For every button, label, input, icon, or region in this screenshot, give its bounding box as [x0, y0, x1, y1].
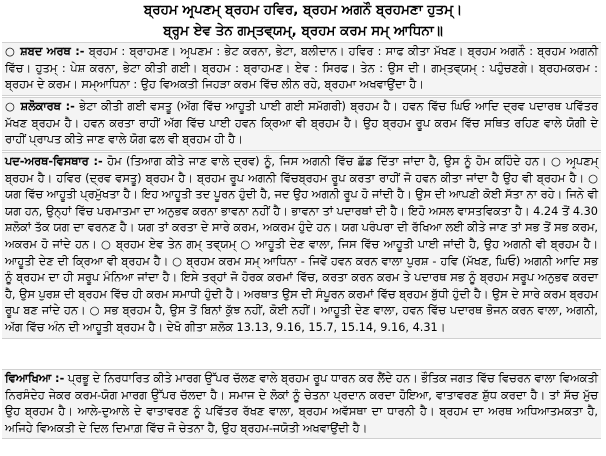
verse-line-2: ਬ੍ਰਹ੍ਮ ਏਵ ਤੇਨ ਗਮ੍ਤਵ੍ਯਮ੍, ਬ੍ਰਹਮ ਕਰਮ ਸਮ੍ ਆਧਿਨਾ॥	[163, 23, 443, 39]
pad-arth-text: ਹੋਮ (ਤਿਆਗ ਕੀਤੇ ਜਾਣ ਵਾਲੇ ਦ੍ਰਵ) ਨੂੰ, ਜਿਸ ਅਗਨੀ ਵਿੱਚ ਛੱਡ ਦਿੱਤਾ ਜਾਂਦਾ ਹੈ, ਉਸ ਨੂੰ ਹੋਮ ਕਹਿੰਦੇ ਹਨ। ○ ਅਰ੍ਪਣਮ੍ ਬ੍ਰਹਮ ਹੈ। ਹਵਿਰ (ਦ੍ਰਵ ਵਸਤੂ) ਬ੍ਰਹਮ ਹੈ। ਬ੍ਰਹਮ ਰੂਪ ਅਗਨੀ ਵਿੱਚਬ੍ਰਹਮ ਰੂਪ ਕਰਤਾ ਰਾਹੀਂ ਜੋ ਹਵਨ ਕੀਤਾ ਜਾਂਦਾ ਹੈ ਉਹ ਵੀ ਬ੍ਰਹਮ ਹੈ। ○ ਯਗ ਵਿੱਚ ਆਹੂਤੀ ਪ੍ਰਮੁੱਖਤਾ ਹੈ। ਇਹ ਆਹੂਤੀ ਤਦ ਪੂਰਨ ਹੁੰਦੀ ਹੈ, ਜਦ ਉਹ ਅਗਨੀ ਰੂਪ ਹੋ ਜਾਂਦੀ ਹੈ। ਉਸ ਦੀ ਆਪਣੀ ਕੋਈ ਸੱਤਾ ਨਾ ਰਹੇ। ਜਿਨੇ ਵੀ ਯਗ ਹਨ, ਉਨ੍ਹਾਂ ਵਿੱਚ ਪਰਮਾਤਮਾ ਦਾ ਅਨੁਭਵ ਕਰਨਾ ਭਾਵਨਾ ਨਹੀਂ ਹੈ। ਭਾਵਨਾ ਤਾਂ ਪਦਾਰਥਾਂ ਦੀ ਹੈ। ਇਹੋ ਅਸਲ ਵਾਸਤਵਿਕਤਾ ਹੈ। 4.24 ਤੋਂ 4.30 ਸ਼ਲੋਕਾਂ ਤੱਕ ਯਗ ਦਾ ਵਰਨਣ ਹੈ। ਯਗ ਤਾਂ ਕਰਤਾ ਦੇ ਸਾਰੇ ਕਰਮ, ਅਕਰਮ ਹੁੰਦੇ ਹਨ। ਯਗ ਪਰੰਪਰਾ ਦੀ ਰੱਖਿਆ ਲਈ ਕੀਤੇ ਜਾਣ ਤਾਂ ਸਭ ਤੋਂ ਸਭ ਕਰਮ, ਅਕਰਮ ਹੋ ਜਾਂਦੇ ਹਨ। ○ ਬ੍ਰਹਮ ਏਵ ਤੇਨ ਗਮ੍ ਤਵ੍ਯਮ੍ ○ ਆਹੂਤੀ ਦੇਣ ਵਾਲਾ, ਜਿਸ ਵਿੱਚ ਆਹੂਤੀ ਪਾਈ ਜਾਂਦੀ ਹੈ, ਉਹ ਅਗਨੀ ਵੀ ਬ੍ਰਹਮ ਹੈ। ਆਹੂਤੀ ਦੇਣ ਦੀ ਕ੍ਰਿਆ ਵੀ ਬ੍ਰਹਮ ਹੈ। ○ ਬ੍ਰਹਮ ਕਰਮ ਸਮ੍ ਆਧਿਨਾ - ਜਿਵੇਂ ਹਵਨ ਕਰਨ ਵਾਲਾ ਪੁਰਸ਼ - ਹਵਿ (ਮੱਖਣ, ਘਿਓ) ਅਗਨੀ ਆਦਿ ਸਭ ਨੂੰ ਬ੍ਰਹਮ ਦਾ ਹੀ ਸਰੂਪ ਮੰਨਿਆ ਜਾਂਦਾ ਹੈ। ਇਸੇ ਤਰ੍ਹਾਂ ਜੋ ਹੋਰਕ ਕਰਮਾਂ ਵਿੱਚ, ਕਰਤਾ ਕਰਨ ਕਰਮ ਤੇ ਪਦਾਰਥ ਸਭ ਨੂੰ ਬ੍ਰਹਮ ਸਰੂਪ ਅਨੁਭਵ ਕਰਦਾ ਹੈ, ਉਸ ਪੁਰਸ਼ ਦੀ ਬ੍ਰਹਮ ਵਿੱਚ ਹੀ ਕਰਮ ਸਮਾਧੀ ਹੁੰਦੀ ਹੈ। ਅਰਥਾਤ ਉਸ ਦੀ ਸੰਪੂਰਨ ਕਰਮਾਂ ਵਿੱਚ ਬ੍ਰਹਮ ਬੁੱਧੀ ਹੁੰਦੀ ਹੈ। ਉਸ ਦੇ ਸਾਰੇ ਕਰਮ ਬ੍ਰਹਮ ਰੂਪ ਬਣ ਜਾਂਦੇ ਹਨ। ○ ਸਭ ਬ੍ਰਹਮ ਹੈ, ਉਸ ਤੋਂ ਬਿਨਾਂ ਕੁੱਝ ਨਹੀਂ, ਕੋਈ ਨਹੀਂ। ਆਹੂਤੀ ਦੇਣ ਵਾਲਾ, ਹਵਨ ਵਿੱਚ ਪਦਾਰਥ ਭੋਜਨ ਕਰਨ ਵਾਲਾ, ਅਗਨੀ, ਅੱਗ ਵਿੱਚ ਅੰਨ ਦੀ ਆਹੂਤੀ ਬ੍ਰਹਮ ਹੈ। ਦੇਖੋ ਗੀਤਾ ਸ਼ਲੋਕ 13.13, 9.16, 15.7, 15.14, 9.16, 4.31।	[5, 155, 599, 334]
pad-arth-paragraph	[2, 153, 601, 338]
shlokarth-text: ਭੇਟਾ ਕੀਤੀ ਗਈ ਵਸਤੂ (ਅੱਗ ਵਿੱਚ ਆਹੂਤੀ ਪਾਈ ਗਈ ਸਮੱਗਰੀ) ਬ੍ਰਹਮ ਹੈ। ਹਵਨ ਵਿੱਚ ਘਿਓ ਆਦਿ ਦ੍ਰਵ ਪਦਾਰਥ ਪਵਿੱਤਰ ਮੱਖਣ ਬ੍ਰਹਮ ਹੈ। ਹਵਨ ਕਰਤਾ ਰਾਹੀਂ ਅੱਗ ਵਿੱਚ ਪਾਈ ਹਵਨ ਕ੍ਰਿਆ ਵੀ ਬ੍ਰਹਮ ਹੈ। ਉਹ ਬ੍ਰਹਮ ਰੂਪ ਕਰਮ ਵਿੱਚ ਸਥਿਤ ਰਹਿਣ ਵਾਲੇ ਯੋਗੀ ਦੇ ਰਾਹੀਂ ਪ੍ਰਾਪਤ ਕੀਤੇ ਜਾਣ ਵਾਲੇ ਯੋਗ ਫਲ ਵੀ ਬ੍ਰਹਮ ਹੀ ਹੈ।	[5, 100, 598, 147]
pad-arth-section	[2, 152, 601, 339]
shlokarth-paragraph	[2, 98, 601, 150]
shabad-arth-text: ਬ੍ਰਹਮ : ਬ੍ਰਾਹਮਣ। ਅਰ੍ਪਣਮ : ਭੇਟ ਕਰਨਾ, ਭੇਟਾ, ਬਲੀਦਾਨ। ਹਵਿਰ : ਸਾਫ ਕੀਤਾ ਮੱਖਣ। ਬ੍ਰਹਮ ਅਗਨੌ : ਬ੍ਰਹਮ ਅਗਨੀ ਵਿੱਚ। ਹੁਤਮ੍ : ਪੇਸ਼ ਕਰਨਾ, ਭੇਟਾ ਕੀਤੀ ਗਈ। ਬ੍ਰਹਮ : ਬ੍ਰਾਹਮਣ। ਏਵ : ਸਿਰਫ। ਤੇਨ : ਉਸ ਦੀ। ਗਮ੍ਤਵ੍ਯਮ੍ : ਪਹੁੰਚਣਗੇ। ਬ੍ਰਹਮਕਰਮ : ਬ੍ਰਹਮ ਦੇ ਕਰਮ। ਸਮ੍ਆਧਿਨਾ : ਉਹ ਵਿਅਕਤੀ ਜਿਹੜਾ ਕਰਮ ਵਿੱਚ ਲੀਨ ਰਹੇ, ਬ੍ਰਹਮਾ ਅਖਵਾਉਂਦਾ ਹੈ।	[5, 45, 599, 92]
shabad-arth-label: ○ ਸ਼ਬਦ ਅਰਥ :-	[5, 45, 85, 58]
shabad-arth-section	[2, 42, 601, 96]
viakhia-text: ਪ੍ਰਭੂ ਦੇ ਨਿਰਧਾਰਿਤ ਕੀਤੇ ਮਾਰਗ ਉੱਪਰ ਚੱਲਣ ਵਾਲੇ ਬ੍ਰਹਮ ਰੂਪ ਧਾਰਨ ਕਰ ਲੈਂਦੇ ਹਨ। ਭੌਤਿਕ ਜਗਤ ਵਿੱਚ ਵਿਚਰਨ ਵਾਲਾ ਵਿਅਕਤੀ ਨਿਰਸੰਦੇਹ ਜੇਕਰ ਕਰਮ-ਯੋਗ ਮਾਰਗ ਉੱਪਰ ਚੱਲਦਾ ਹੈ। ਸਮਾਜ ਦੇ ਲੋਕਾਂ ਨੂੰ ਚੇਤਨਾ ਪ੍ਰਦਾਨ ਕਰਦਾ ਹੋਇਆ, ਵਾਤਾਵਰਣ ਸ਼ੁੱਧ ਕਰਦਾ ਹੈ। ਤਾਂ ਸੱਚ ਮੁੱਚ ਉਹ ਬ੍ਰਹਮ ਹੈ। ਆਲੇ-ਦੁਆਲੇ ਦੇ ਵਾਤਾਵਰਣ ਨੂੰ ਪਵਿੱਤਰ ਰੱਖਣ ਵਾਲਾ, ਬ੍ਰਹਮ ਅਵੱਸਥਾ ਦਾ ਧਾਰਨੀ ਹੈ। ਬ੍ਰਹਮ ਦਾ ਅਰਥ ਅਧਿਆਤਮਕਤਾ ਹੈ, ਅਜਿਹੇ ਵਿਅਕਤੀ ਦੇ ਦਿਲ ਦਿਮਾਗ਼ ਵਿੱਚ ਜੋ ਚੇਤਨਾ ਹੈ, ਉਹ ਬ੍ਰਹਮ-ਜਯੋਤੀ ਅਖਵਾਉਂਦੀ ਹੈ।	[5, 372, 598, 435]
verse-heading	[0, 0, 606, 42]
verse-line-1: ਬ੍ਰਹਮ ਅਰ੍ਪਣਮ੍ ਬ੍ਰਹਮ ਹਵਿਰ, ਬ੍ਰਹਮ ਅਗਨੌ ਬ੍ਰਹਮਣਾ ਹੁਤਮ੍।	[143, 2, 463, 18]
shlokarth-label: ○ ਸ਼ਲੋਕਾਰਥ :-	[5, 100, 75, 113]
shabad-arth-paragraph	[2, 43, 601, 95]
viakhia-section	[2, 369, 601, 439]
viakhia-paragraph	[2, 370, 601, 438]
viakhia-label: ਵਿਆਖਿਆ :-	[5, 372, 65, 385]
pad-arth-label: ਪਦ-ਅਰਥ-ਵਿਸਥਾਰ :-	[5, 155, 103, 168]
shlokarth-section	[2, 97, 601, 151]
